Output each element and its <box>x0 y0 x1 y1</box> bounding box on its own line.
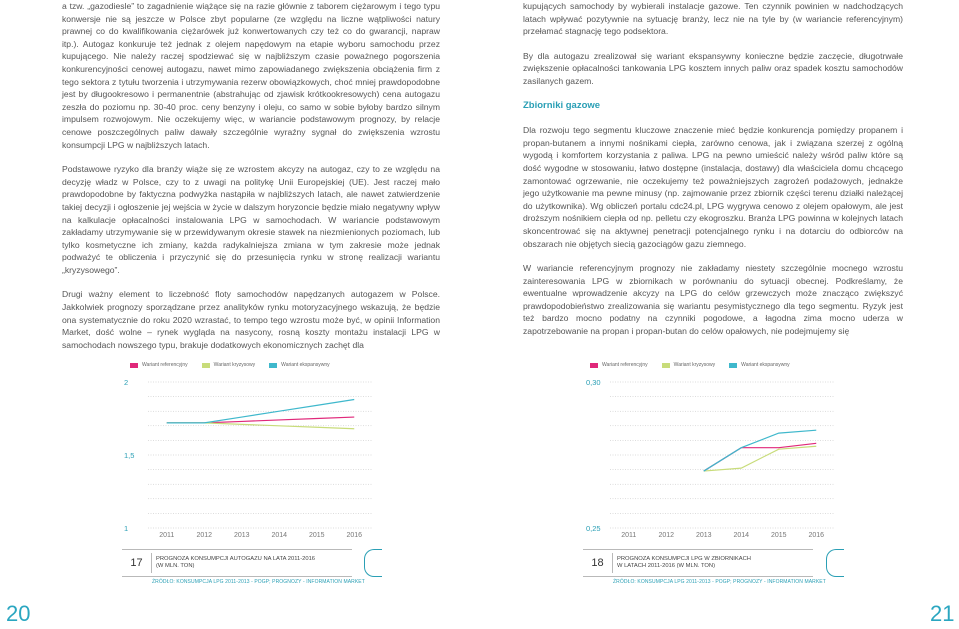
figure-number: 17 <box>122 553 152 573</box>
x-tick-label: 2012 <box>196 532 213 539</box>
figure-source: ŹRÓDŁO: KONSUMPCJA LPG 2011-2013 - POGP; PROGNOZY - INFORMATION MARKET <box>152 579 365 585</box>
legend-swatch <box>590 363 598 368</box>
paragraph: Dla rozwoju tego segmentu kluczowe znaczenie mieć będzie konkurencja pomiędzy propanem i propan-butanem a innymi nośnikami ciepła, zarówno cenowa, jak i związana szerzej z ogólną wygodą i komfortem korzystania z paliwa. LPG na pewno umieścić należy wśród paliw które są dość wygodne w stosowaniu, łatwo dostępne (instalacja, dostawy) dla właściciela domu chcącego zamontować ogrzewanie, nie oczekujemy też poważniejszych zagrożeń podażowych, jednakże jego użytkowanie ma pewne minusy (np. zajmowanie przez zbiornik części terenu działki należącej do użytkownika). Wg obliczeń portalu cdc24.pl, LPG wygrywa cenowo z olejem opałowym, ale jest droższym nośnikiem ciepła od np. pelletu czy ekogroszku. Branża LPG powinna w kolejnych latach skoncentrować się na aktywnej penetracji potencjalnego rynku i na dotarciu do odbiorców na obszarach nie objętych siecią gazociągów gazu ziemnego. <box>523 125 903 249</box>
figure-title-line: (W MLN. TON) <box>156 563 195 569</box>
x-tick-label: 2014 <box>271 532 288 539</box>
legend-label: Wariant ekspansywny <box>281 362 330 368</box>
chart-autogaz <box>118 370 408 542</box>
x-tick-label: 2016 <box>808 532 825 539</box>
legend-item <box>130 362 188 368</box>
y-tick-label: 0,25 <box>586 524 601 533</box>
x-tick-label: 2011 <box>159 532 175 539</box>
left-text-column <box>62 0 440 363</box>
x-tick-label: 2013 <box>233 532 250 539</box>
figure-caption <box>583 549 813 577</box>
y-tick-label: 1,5 <box>124 451 135 460</box>
series-line-3 <box>704 430 817 471</box>
legend-item <box>269 362 329 368</box>
paragraph: a tzw. „gazodiesle” to zagadnienie wiążące się na razie głównie z taborem ciężarowym i tego typu konwersje nie są jeszcze w Polsce zbyt popularne (ze względu na liczne wątpliwości natury prawnej co do kwalifikowania ciężarówek już konwertowanych czy też co do gwarancji, napraw itp.). Autogaz konkuruje też jednak z olejem napędowym na etapie wyboru samochodu przez kupującego. Nie należy raczej spodziewać się w najbliższym czasie poważnego pogorszenia konkurencyjności cenowej autogazu, nawet mimo zapowiadanego zwiększenia obciążenia firm z tego sektora z tytułu tworzenia i utrzymywania rezerw obowiązkowych, choć mniej prawdopodobne jest by długookresowo i permanentnie (abstrahując od zjawisk krótkookresowych) cena autogazu zeszła do poziomu np. 30-40 proc. ceny benzyny i oleju, co samo w sobie byłoby bardzo silnym impulsem rozwojowym. Nie oczekujemy więc, w wariancie podstawowym prognozy, by relacje cenowe poszczególnych paliw dawały szczególnie wyraźny sygnał do zwiększenia wzrostu konsumpcji LPG w najbliższych latach. <box>62 1 440 150</box>
paragraph: kupujących samochody by wybierali instalacje gazowe. Ten czynnik powinien w nadchodzących latach wpływać pozytywnie na sytuację branży, lecz nie na tyle by (w wariancie referencyjnym) przełamać stagnację tego podsektora. <box>523 1 903 37</box>
paragraph: By dla autogazu zrealizował się wariant ekspansywny konieczne będzie zaczęcie, długotrwałe zwiększenie opłacalności tankowania LPG kosztem innych paliw oraz spadek kosztu samochodów zasilanych gazem. <box>523 50 903 86</box>
legend-label: Wariant kryzysowy <box>213 362 256 368</box>
figure-title <box>152 556 315 570</box>
x-tick-label: 2014 <box>733 532 750 539</box>
legend-label: Wariant ekspansywny <box>741 362 790 368</box>
figure-title-line: PROGNOZA KONSUMPCJI AUTOGAZU NA LATA 2011-2016 <box>156 556 316 562</box>
legend-label: Wariant kryzysowy <box>673 362 716 368</box>
series-line-1 <box>167 417 355 423</box>
legend-label: Wariant referencyjny <box>142 362 188 368</box>
figure-title <box>613 556 751 570</box>
right-page <box>480 0 959 629</box>
legend-item <box>590 362 648 368</box>
bracket-decoration-icon <box>364 549 382 577</box>
figure-source: ŹRÓDŁO: KONSUMPCJA LPG 2011-2013 - POGP; PROGNOZY - INFORMATION MARKET <box>613 579 826 585</box>
bracket-decoration-icon <box>826 549 844 577</box>
chart-zbiorniki-svg <box>580 370 870 542</box>
y-tick-label: 0,30 <box>586 378 601 387</box>
y-tick-label: 2 <box>124 378 129 387</box>
chart-autogaz-svg <box>118 370 408 542</box>
legend-swatch <box>202 363 210 368</box>
legend-item <box>202 362 256 368</box>
x-tick-label: 2011 <box>621 532 637 539</box>
chart-legend <box>590 362 790 368</box>
x-tick-label: 2015 <box>308 532 325 539</box>
x-tick-label: 2012 <box>658 532 675 539</box>
left-page <box>0 0 479 629</box>
chart-legend <box>130 362 330 368</box>
legend-item <box>662 362 716 368</box>
legend-label: Wariant referencyjny <box>602 362 648 368</box>
figure-number: 18 <box>583 553 613 573</box>
figure-title-line: PROGNOZA KONSUMPCJI LPG W ZBIORNIKACH <box>617 556 751 562</box>
legend-swatch <box>269 363 277 368</box>
paragraph: Drugi ważny element to liczebność floty samochodów napędzanych autogazem w Polsce. Jakkolwiek prognozy sporządzane przez analityków rynku motoryzacyjnego wskazują, że będzie ona systematycznie do roku 2020 wzrastać, to tempo tego wzrostu może być, w opinii Information Market, dość wolne – rynek wygląda na nasycony, rosną koszty montażu instalacji LPG w samochodach nowszego typu, brakuje dodatkowych ekonomicznych zachęt dla <box>62 289 440 350</box>
paragraph: W wariancie referencyjnym prognozy nie zakładamy niestety szczególnie mocnego wzrostu zainteresowania LPG w zbiornikach w porównaniu do sytuacji obecnej. Podkreślamy, że ewentualne wprowadzenie akcyzy na LPG do celów grzewczych może znacząco zwiększyć prawdopodobieństwo zrealizowania się wariantu pesymistycznego dla tego segmentu. Ryzyk jest też bardzo mocno podatny na czynniki pogodowe, a łagodna zima mocno uderza w zapotrzebowanie na propan i propan-butan do celów opałowych, nie podejmujemy się <box>523 263 903 337</box>
right-text-column <box>523 0 903 350</box>
figure-title-line: W LATACH 2011-2016 (W MLN. TON) <box>617 563 716 569</box>
paragraph: Podstawowe ryzyko dla branży wiąże się ze wzrostem akcyzy na autogaz, czy to ze względu na decyzję władz w Polsce, czy to z uwagi na politykę Unii Europejskiej (UE). Jest raczej mało prawdopodobne by faktyczna podwyżka nastąpiła w najbliższych latach, ale nawet zatwierdzenie takiej decyzji i ogłoszenie jej wejścia w życie w dalszym horyzoncie będzie miało negatywny wpływ na kalkulacje opłacalności instalowania LPG w samochodach. W wariancie podstawowym zakładamy utrzymywanie się w przewidywanym okresie stawek na niezmienionych poziomach, lub tylko kosmetyczne ich zmiany, każda radykalniejsza zmiana w tym zakresie może jednak podważyć te obliczenia i przyczynić się do przesunięcia rynku w stronę realizacji wariantu „kryzysowego”. <box>62 164 440 275</box>
legend-swatch <box>729 363 737 368</box>
figure-caption <box>122 549 352 577</box>
x-tick-label: 2015 <box>770 532 787 539</box>
section-title: Zbiorniki gazowe <box>523 99 601 111</box>
series-line-2 <box>704 446 817 471</box>
page-number: 21 <box>930 601 955 626</box>
page-number: 20 <box>6 601 31 626</box>
legend-item <box>729 362 789 368</box>
x-tick-label: 2016 <box>346 532 363 539</box>
legend-swatch <box>130 363 138 368</box>
y-tick-label: 1 <box>124 524 129 533</box>
chart-zbiorniki <box>580 370 870 542</box>
legend-swatch <box>662 363 670 368</box>
x-tick-label: 2013 <box>695 532 712 539</box>
